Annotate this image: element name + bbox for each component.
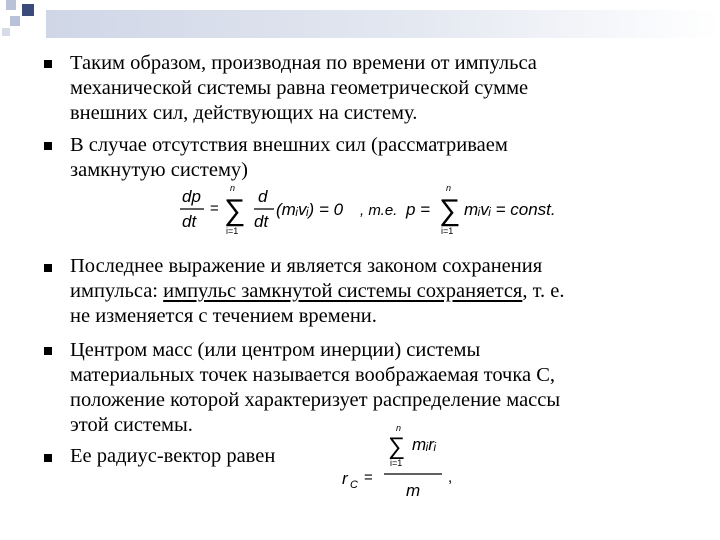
text-line-suffix: , т. е. — [522, 280, 565, 302]
text-line: внешних сил, действующих на систему. — [70, 102, 418, 124]
bullet-marker — [44, 347, 52, 355]
text-line: Последнее выражение и является законом сохранения — [70, 255, 543, 277]
text-line-prefix: импульса: — [70, 280, 164, 302]
formula-eq: = — [364, 469, 373, 486]
sum-symbol: ∑ — [388, 433, 406, 460]
formula-term: (mᵢvᵢ) = 0 — [276, 200, 344, 219]
sum-upper: n — [230, 183, 236, 193]
deco-square — [2, 28, 10, 36]
formula-dt2: dt — [254, 212, 269, 231]
bullet-text-5 — [70, 444, 330, 469]
deco-square — [10, 16, 20, 26]
sum-lower: i=1 — [390, 458, 403, 468]
formula-dt: dt — [182, 212, 197, 231]
formula-tail: , — [448, 469, 453, 486]
formula-d: d — [258, 187, 268, 206]
formula-lhs-sub: C — [350, 479, 358, 491]
text-line: Ее радиус-вектор равен — [70, 445, 276, 467]
bullet-marker — [44, 264, 52, 272]
underlined-phrase: импульс замкнутой системы сохраняется — [163, 280, 523, 302]
text-line: этой системы. — [70, 414, 193, 436]
formula-dp: dp — [182, 187, 201, 206]
text-line: В случае отсутствия внешних сил (рассматриваем — [70, 134, 508, 156]
formula-term2: mᵢvᵢ = const. — [464, 200, 556, 219]
text-line: механической системы равна геометрической сумме — [70, 77, 529, 99]
formula-p: p = — [406, 200, 431, 219]
formula-momentum-conservation — [180, 182, 580, 243]
formula-center-of-mass — [338, 422, 478, 505]
text-line: Таким образом, производная по времени от импульса — [70, 52, 537, 74]
sum2-lower: i=1 — [441, 226, 454, 236]
bullet-text-1 — [70, 51, 690, 126]
formula-sep: , т.е. — [360, 202, 398, 219]
bullet-marker — [44, 60, 52, 68]
formula-lhs: r — [342, 469, 348, 488]
header-band — [46, 10, 720, 38]
formula-eq: = — [210, 200, 219, 217]
bullet-marker — [44, 142, 52, 150]
sum2-upper: n — [446, 183, 452, 193]
deco-square — [22, 4, 34, 16]
bullet-text-2 — [70, 133, 690, 183]
text-line: положение которой характеризует распределение массы — [70, 389, 561, 411]
formula-denominator: m — [406, 481, 421, 500]
sum2-symbol: ∑ — [439, 194, 461, 227]
text-line: Центром масс (или центром инерции) системы — [70, 339, 481, 361]
bullet-text-3 — [70, 254, 690, 329]
text-line: не изменяется с течением времени. — [70, 305, 377, 327]
text-line: замкнутую систему) — [70, 159, 249, 181]
sum-upper: n — [396, 423, 402, 433]
sum-symbol: ∑ — [224, 194, 246, 227]
bullet-marker — [44, 454, 52, 462]
text-line: материальных точек называется воображаемая точка C, — [70, 364, 556, 386]
deco-square — [6, 0, 16, 10]
formula-numerator: mᵢrᵢ — [412, 435, 437, 454]
sum-lower: i=1 — [226, 226, 239, 236]
header-decoration — [0, 0, 720, 40]
